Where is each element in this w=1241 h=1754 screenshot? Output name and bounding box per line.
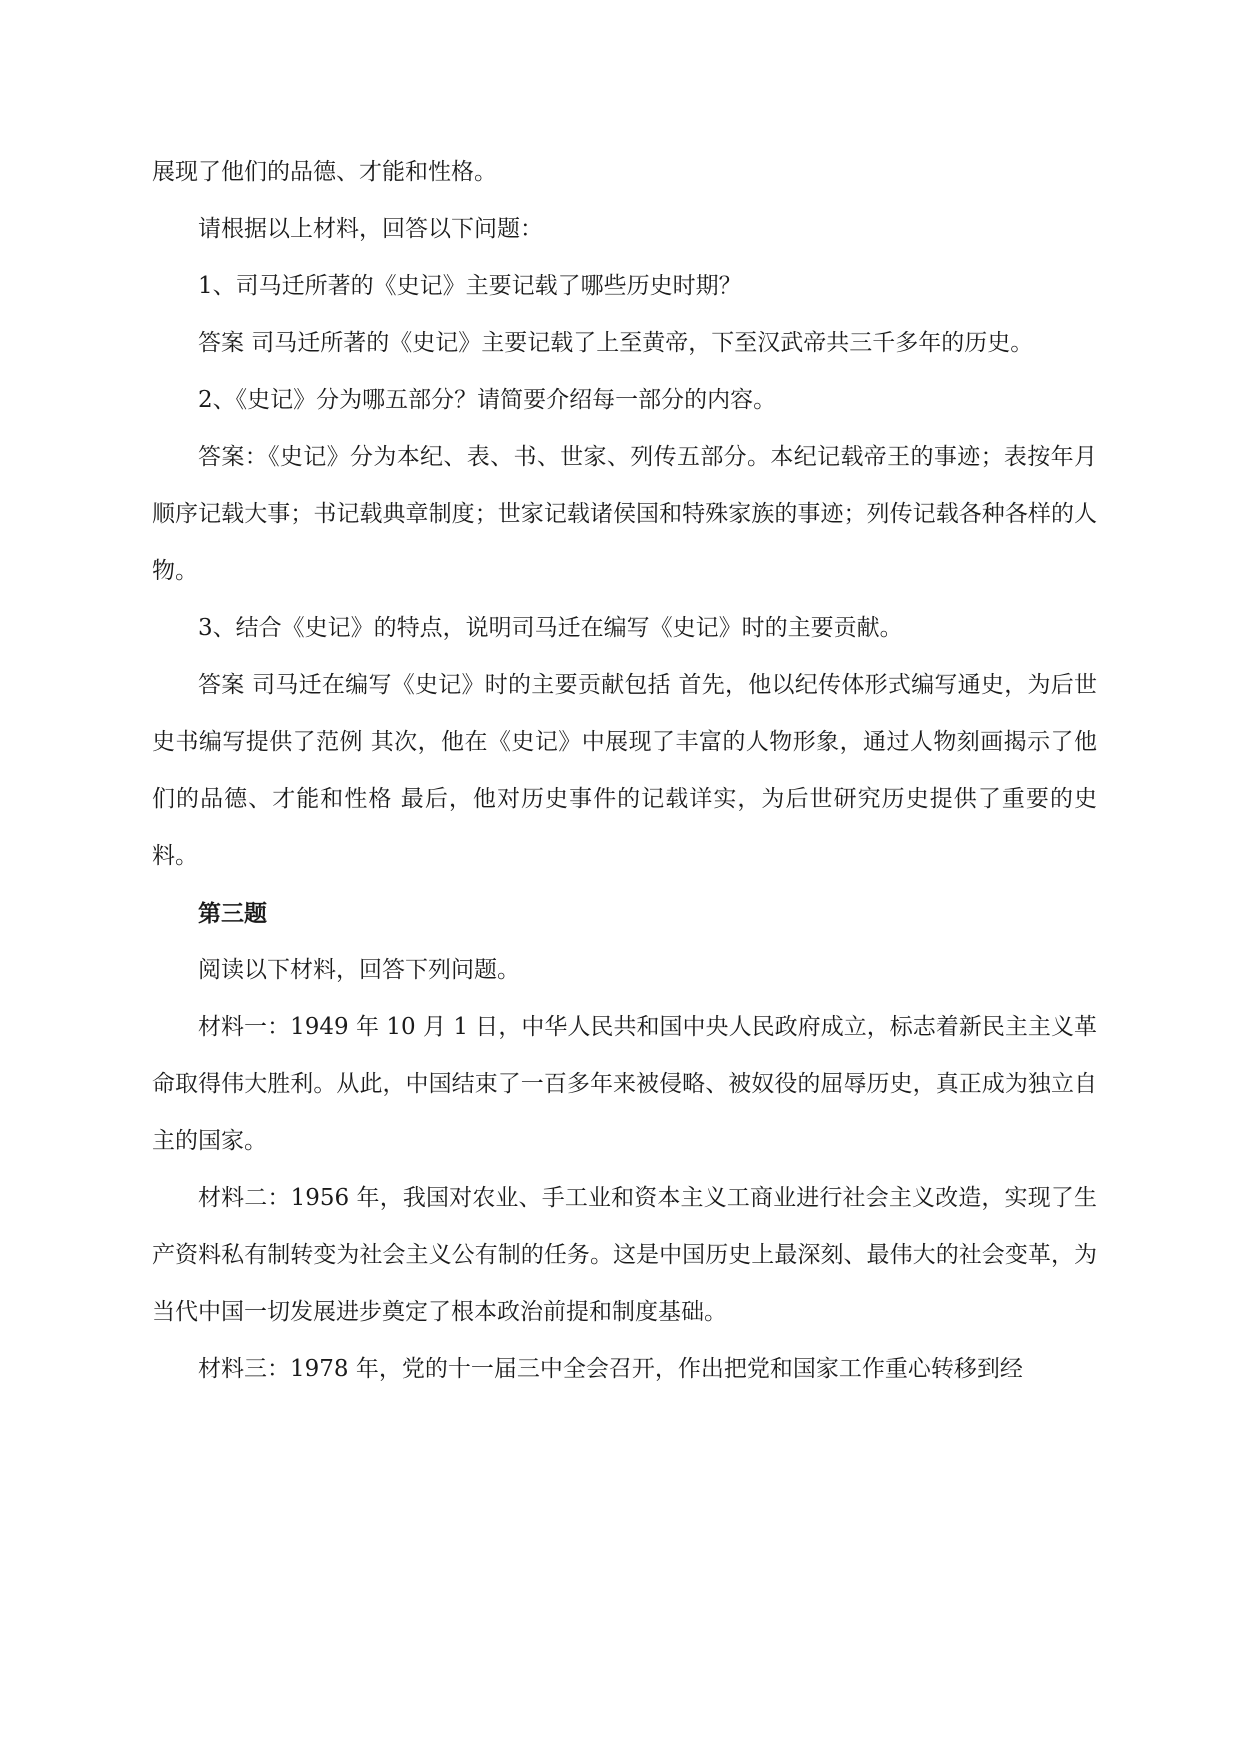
answer-2: 答案：《史记》分为本纪、表、书、世家、列传五部分。本纪记载帝王的事迹；表按年月顺序记载大事；书记载典章制度；世家记载诸侯国和特殊家族的事迹；列传记载各种各样的人物。: [152, 444, 1097, 584]
question-3: 3、结合《史记》的特点，说明司马迁在编写《史记》时的主要贡献。: [198, 615, 903, 641]
paragraph-continuation: 展现了他们的品德、才能和性格。: [152, 159, 497, 185]
question-2: 2、《史记》分为哪五部分？请简要介绍每一部分的内容。: [198, 387, 777, 413]
material-3: 材料三：1978 年，党的十一届三中全会召开，作出把党和国家工作重心转移到经: [198, 1356, 1023, 1382]
answer-3: 答案 司马迁在编写《史记》时的主要贡献包括 首先，他以纪传体形式编写通史，为后世史书编写提供了范例 其次，他在《史记》中展现了丰富的人物形象，通过人物刻画揭示了他们的品德、才能和性格 最后，他对历史事件的记载详实，为后世研究历史提供了重要的史料。: [152, 672, 1097, 869]
question-1: 1、司马迁所著的《史记》主要记载了哪些历史时期？: [198, 273, 742, 299]
section-heading: 第三题: [198, 900, 267, 927]
answer-1: 答案 司马迁所著的《史记》主要记载了上至黄帝，下至汉武帝共三千多年的历史。: [198, 330, 1034, 356]
document-body: [152, 144, 1097, 1398]
paragraph-instruction: 请根据以上材料，回答以下问题：: [198, 216, 543, 242]
section-instruction: 阅读以下材料，回答下列问题。: [198, 957, 520, 983]
material-2: 材料二：1956 年，我国对农业、手工业和资本主义工商业进行社会主义改造，实现了生产资料私有制转变为社会主义公有制的任务。这是中国历史上最深刻、最伟大的社会变革，为当代中国一切发展进步奠定了根本政治前提和制度基础。: [152, 1185, 1097, 1325]
material-1: 材料一：1949 年 10 月 1 日，中华人民共和国中央人民政府成立，标志着新民主主义革命取得伟大胜利。从此，中国结束了一百多年来被侵略、被奴役的屈辱历史，真正成为独立自主的国家。: [152, 1014, 1097, 1154]
